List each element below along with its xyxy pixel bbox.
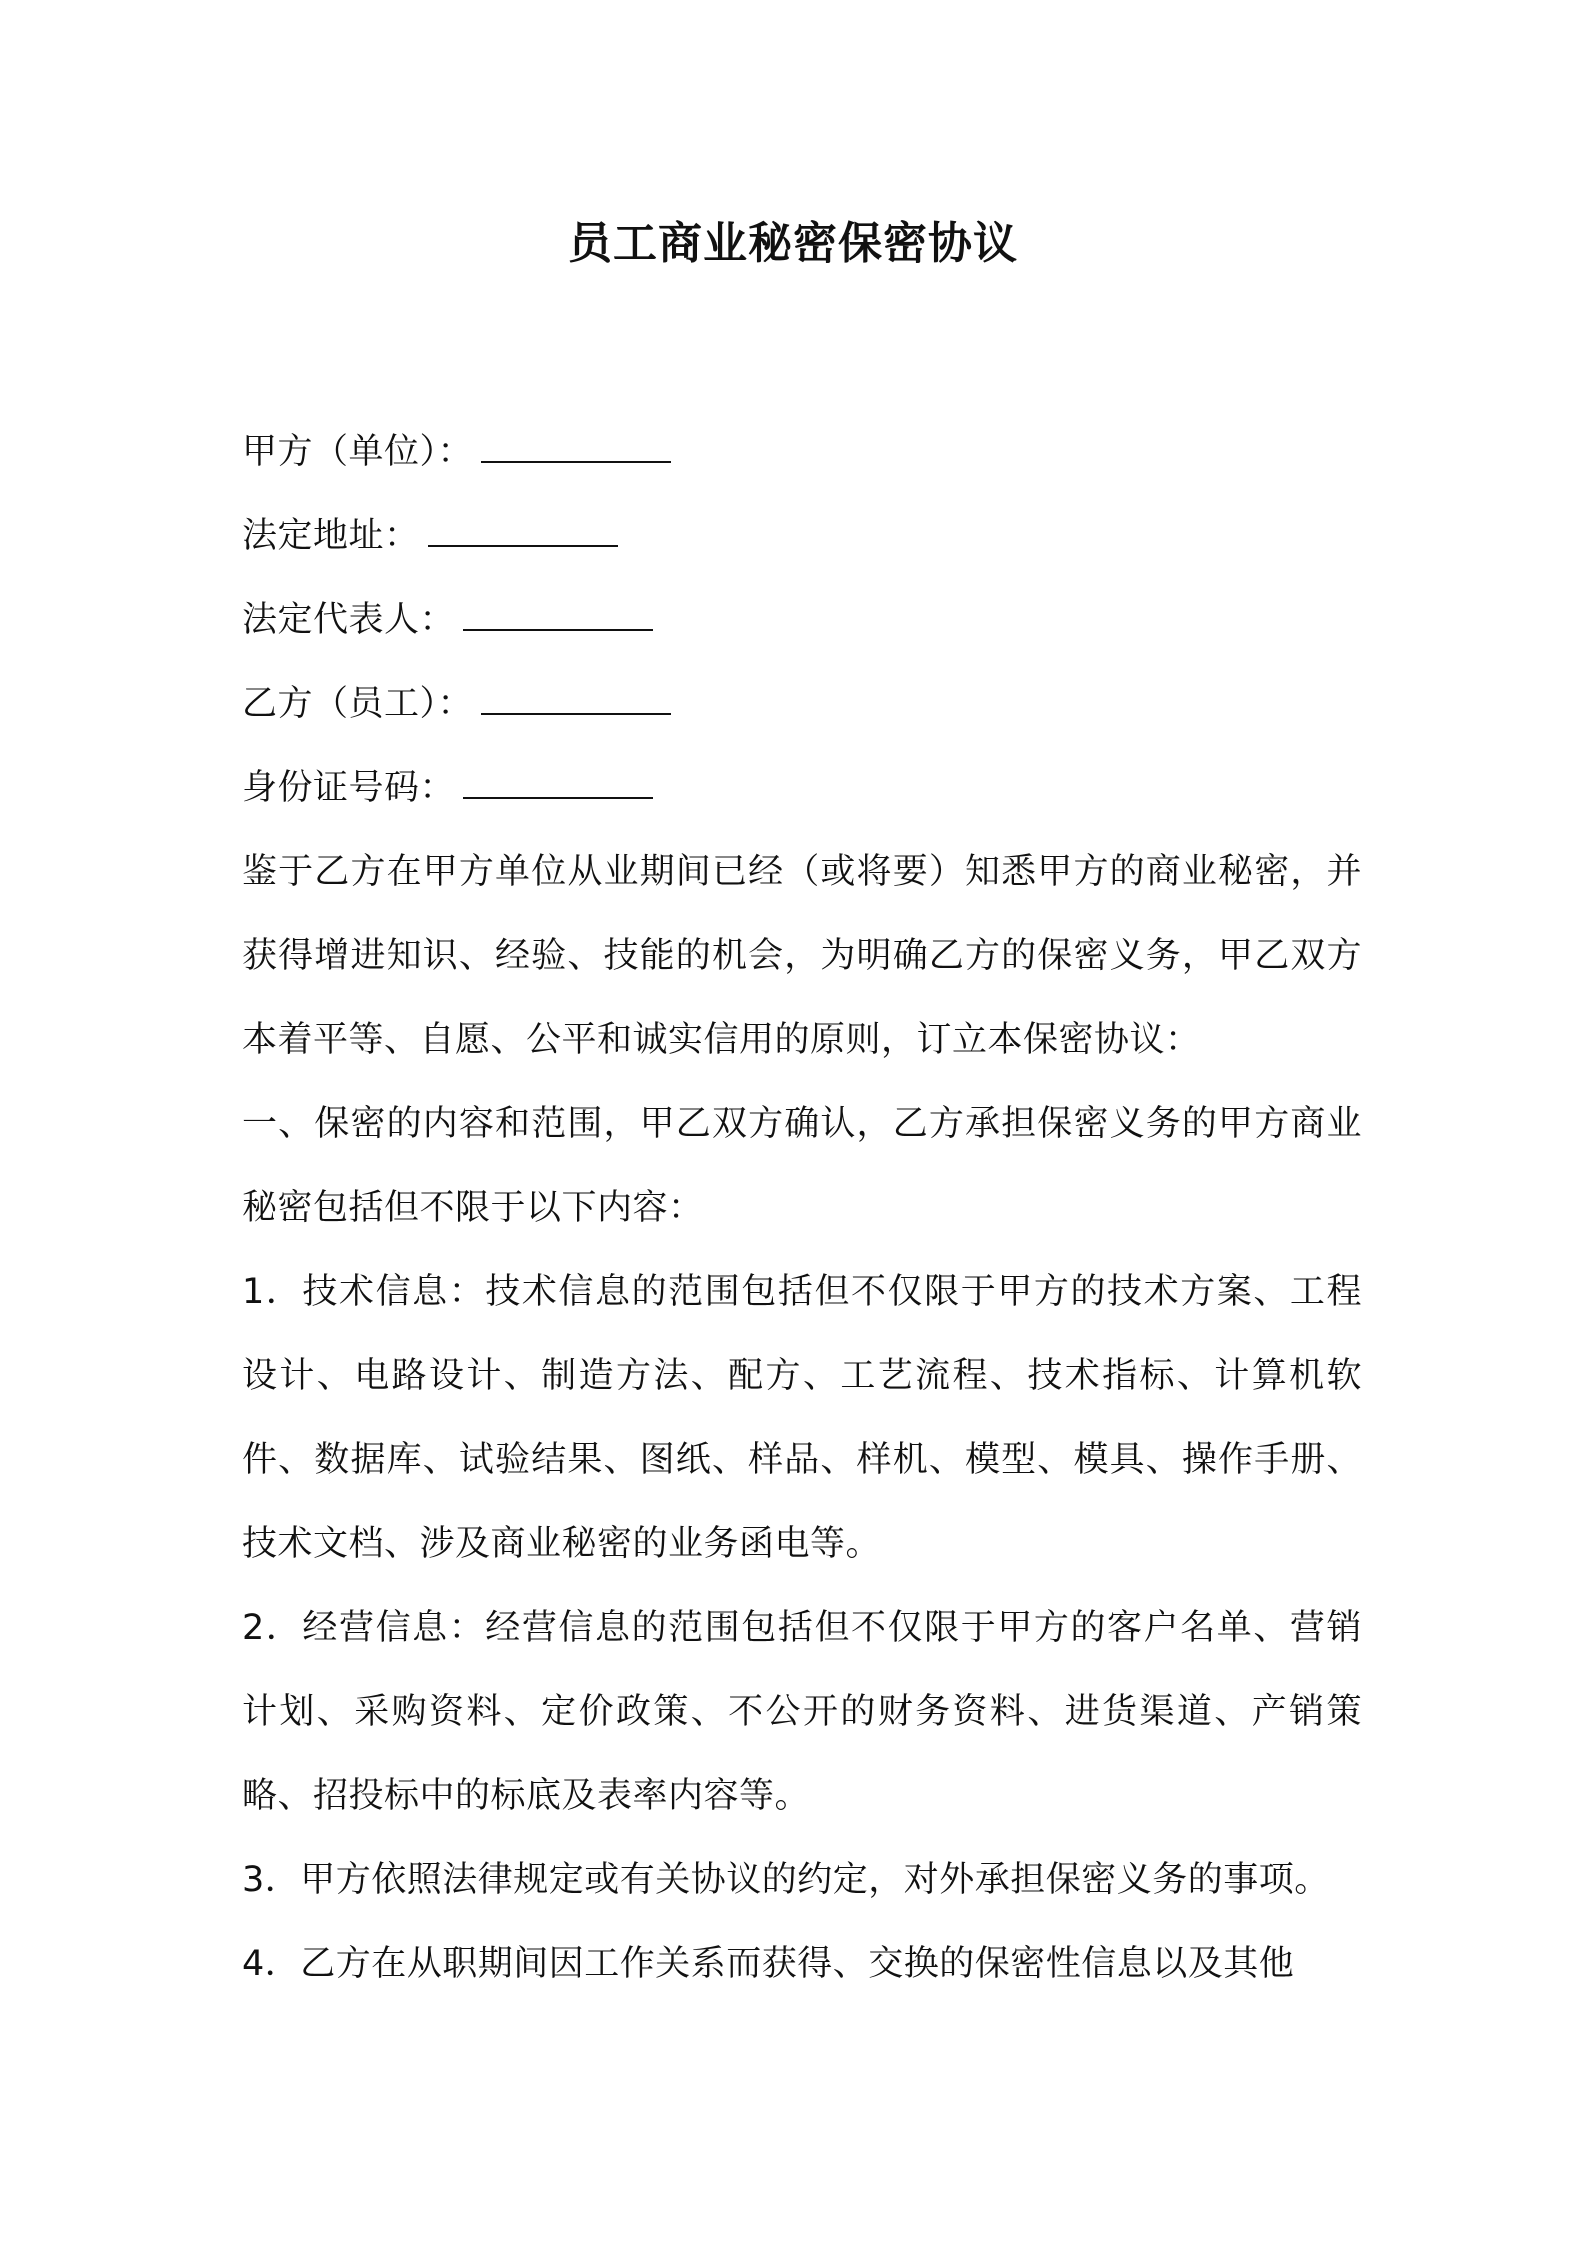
legal-representative-field bbox=[242, 578, 1362, 662]
field-blank bbox=[463, 599, 653, 631]
field-label: 身份证号码： bbox=[242, 768, 456, 808]
field-blank bbox=[481, 431, 671, 463]
technical-info-paragraph: 1．技术信息：技术信息的范围包括但不仅限于甲方的技术方案、工程设计、电路设计、制造方法、配方、工艺流程、技术指标、计算机软件、数据库、试验结果、图纸、样品、样机、模型、模具、操作手册、技术文档、涉及商业秘密的业务函电等。 bbox=[242, 1272, 1362, 1564]
field-label: 乙方（员工）： bbox=[242, 684, 474, 724]
document-title: 员工商业秘密保密协议 bbox=[568, 218, 1018, 269]
field-blank bbox=[463, 767, 653, 799]
field-blank bbox=[481, 683, 671, 715]
field-label: 法定代表人： bbox=[242, 600, 456, 640]
field-label: 甲方（单位）： bbox=[242, 432, 474, 472]
legal-address-field bbox=[242, 494, 1362, 578]
legal-obligation-paragraph: 3．甲方依照法律规定或有关协议的约定，对外承担保密义务的事项。 bbox=[242, 1860, 1330, 1900]
field-label: 法定地址： bbox=[242, 516, 420, 556]
party-a-field bbox=[242, 410, 1362, 494]
business-info-paragraph: 2．经营信息：经营信息的范围包括但不仅限于甲方的客户名单、营销计划、采购资料、定价政策、不公开的财务资料、进货渠道、产销策略、招投标中的标底及表率内容等。 bbox=[242, 1608, 1362, 1816]
party-b-field bbox=[242, 662, 1362, 746]
document-body bbox=[242, 410, 1362, 2006]
preamble-paragraph: 鉴于乙方在甲方单位从业期间已经（或将要）知悉甲方的商业秘密，并获得增进知识、经验、技能的机会，为明确乙方的保密义务，甲乙双方本着平等、自愿、公平和诚实信用的原则，订立本保密协议： bbox=[242, 852, 1362, 1060]
field-blank bbox=[428, 515, 618, 547]
employment-info-paragraph: 4．乙方在从职期间因工作关系而获得、交换的保密性信息以及其他 bbox=[242, 1944, 1295, 1984]
id-number-field bbox=[242, 746, 1362, 830]
section-one-paragraph: 一、保密的内容和范围，甲乙双方确认，乙方承担保密义务的甲方商业秘密包括但不限于以下内容： bbox=[242, 1104, 1362, 1228]
